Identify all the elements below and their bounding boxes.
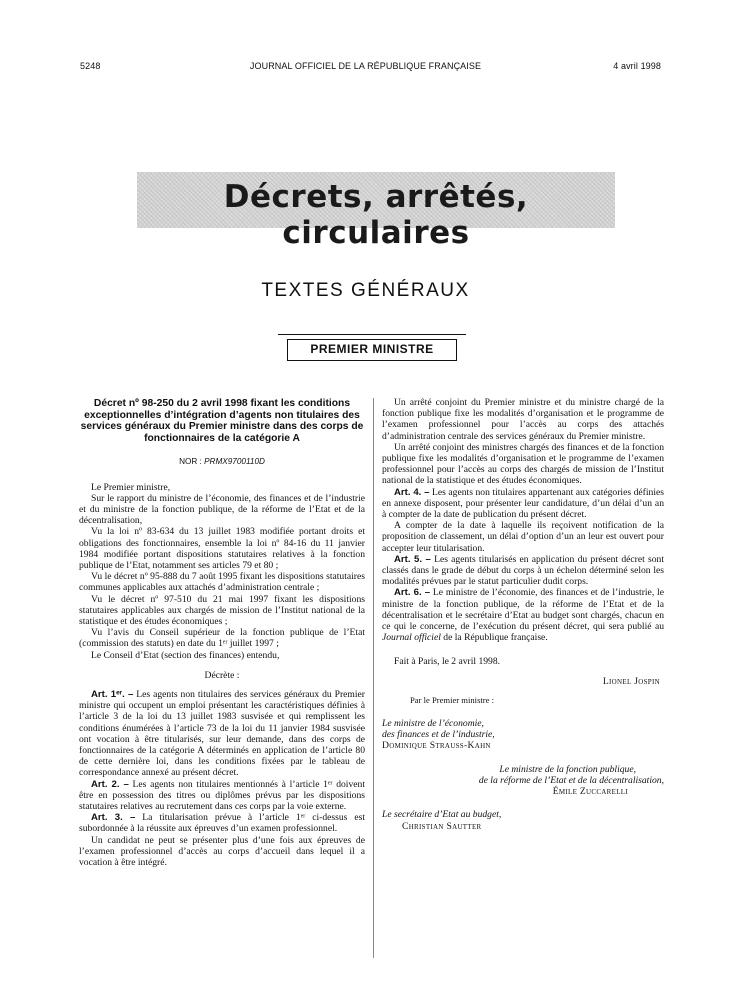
minister-role-line: Le ministre de la fonction publique, (499, 763, 636, 775)
minister-role-line: de la réforme de l’Etat et de la décentralisation, (478, 774, 664, 786)
journal-reference: Journal officiel (382, 632, 441, 644)
article-label: Art. 5. – (394, 553, 431, 565)
section-banner (137, 172, 615, 251)
column-divider (373, 398, 374, 958)
article-text-end: de la République française. (443, 632, 548, 644)
par-le-premier-ministre: Par le Premier ministre : (410, 694, 495, 705)
minister-name: Émile Zuccarelli (552, 786, 628, 798)
minister-name: Christian Sautter (402, 820, 482, 832)
preamble-line: Vu le décret nº 97-510 du 21 mai 1997 fixant les dispositions statutaires applicables aux chargés de mission de l’Institut national de la statistique et des études économiques ; (79, 593, 365, 628)
article-text: Les agents non titulaires mentionnés à l’article 1ᵉʳ doivent être en possession des titres ou diplômes prévus par les dispositions statutaires relatives au recrutement dans ces corps par la voie externe. (79, 778, 365, 813)
journal-title: JOURNAL OFFICIEL DE LA RÉPUBLIQUE FRANÇAISE (249, 61, 482, 71)
banner-title: Décrets, arrêtés, circulaires (223, 179, 529, 251)
preamble-line: Le Premier ministre, (91, 481, 171, 493)
article-paragraph: Un arrêté conjoint du Premier ministre et du ministre chargé de la fonction publique fixe les modalités d’organisation et le programme de l’examen professionnel pour l’accès au corps des attachés d’administration centrale des services généraux du Premier ministre. (382, 397, 664, 442)
article-text: La titularisation prévue à l’article 1ᵉʳ ci-dessus est subordonnée à la réussite aux épreuves d’un examen professionnel. (79, 812, 365, 835)
preamble-line: Sur le rapport du ministre de l’économie, des finances et de l’industrie et du ministre de la fonction publique, de la réforme de l’Etat et de la décentralisation, (79, 492, 365, 527)
nor-reference (79, 456, 365, 467)
article-1 (79, 689, 365, 779)
preamble-line: Vu l’avis du Conseil supérieur de la fonction publique de l’Etat (commission des statuts) en date du 1ᵉʳ juillet 1997 ; (79, 627, 365, 650)
issue-date: 4 avril 1998 (613, 61, 661, 71)
preamble-line: Vu la loi nº 83-634 du 13 juillet 1983 modifiée portant droits et obligations des fonctionnaires, ensemble la loi nº 84-16 du 11 janvier 1984 modifiée portant dispositions statutaires relatives à la fonction publique de l’Etat, notamment ses articles 79 et 80 ; (79, 526, 365, 571)
ministry-box: PREMIER MINISTRE (287, 339, 457, 361)
section-title: TEXTES GÉNÉRAUX (261, 280, 470, 301)
signatory-name: Lionel Jospin (602, 675, 660, 687)
minister-role-line: Le secrétaire d’Etat au budget, (382, 809, 502, 821)
article-label: Art. 3. – (91, 812, 136, 824)
article-4 (382, 487, 664, 521)
minister-name: Dominique Strauss-Kahn (382, 740, 491, 752)
article-6 (382, 587, 664, 643)
article-paragraph: A compter de la date à laquelle ils reçoivent notification de la proposition de classement, un délai d’option d’un an leur est ouvert pour accepter leur titularisation. (382, 520, 664, 554)
article-paragraph: Un candidat ne peut se présenter plus d’une fois aux épreuves de l’examen professionnel d’accès au corps d’accueil dans lequel il a vocation à être intégré. (79, 834, 365, 869)
article-2 (79, 779, 365, 813)
decrete-heading: Décrète : (204, 669, 240, 681)
article-text: Les agents non titulaires des services généraux du Premier ministre qui occupent un emploi présentant les caractéristiques définies à l’article 3 de la loi du 13 juillet 1983 susvisée et qui remplissent les conditions énumérées à l’article 73 de la loi du 11 janvier 1984 susvisée ont vocation à être titularisés, sur leur demande, dans des corps de fonctionnaires de la catégorie A déterminés en application de l’article 80 de cette dernière loi, dans les conditions fixées par le tableau de correspondance annexé au présent décret. (79, 689, 365, 779)
article-text: Le ministre de l’économie, des finances et de l’industrie, le ministre de la fonction publique, de la réforme de l’Etat et de la décentralisation et le secrétaire d’Etat au budget sont chargés, chacun en ce qui le concerne, de l’exécution du présent décret, qui sera publié au (382, 587, 664, 633)
article-label: Art. 6. – (394, 587, 431, 599)
article-text: Les agents titularisés en application du présent décret sont classés dans le grade de début du corps à un échelon déterminé selon les modalités prévues par le statut particulier dudit corps. (382, 553, 664, 588)
article-paragraph: Un arrêté conjoint des ministres chargés des finances et de la fonction publique fixe les modalités d’organisation et le programme de l’examen professionnel pour l’accès au corps des chargés de mission de l’Institut national de la statistique et des études économiques. (382, 441, 664, 487)
article-label: Art. 2. – (91, 778, 129, 790)
nor-label: NOR : (179, 457, 202, 467)
article-label: Art. 1ᵉʳ. – (91, 689, 134, 701)
article-5 (382, 554, 664, 588)
preamble-line: Le Conseil d’Etat (section des finances) entendu, (91, 649, 280, 661)
article-3 (79, 812, 365, 834)
article-text: Les agents non titulaires appartenant aux catégories définies en annexe disposent, pour présenter leur candidature, d’un délai d’un an à compter de la date de publication du présent décret. (382, 486, 664, 521)
minister-role-line: Le ministre de l’économie, (382, 718, 484, 730)
minister-role-line: des finances et de l’industrie, (382, 729, 495, 741)
nor-value: PRMX9700110D (204, 457, 265, 467)
preamble-line: Vu le décret nº 95-888 du 7 août 1995 fixant les dispositions statutaires communes applicables aux attachés d’administration centrale ; (79, 571, 365, 594)
left-column (79, 398, 365, 868)
article-label: Art. 4. – (394, 486, 430, 498)
done-at: Fait à Paris, le 2 avril 1998. (394, 656, 501, 668)
decree-title: Décret nº 98-250 du 2 avril 1998 fixant les conditions exceptionnelles d’intégration d’agents non titulaires des services généraux du Premier ministre dans des corps de fonctionnaires de la catégorie A (80, 398, 364, 444)
page-number: 5248 (80, 61, 101, 71)
right-column (382, 397, 664, 832)
